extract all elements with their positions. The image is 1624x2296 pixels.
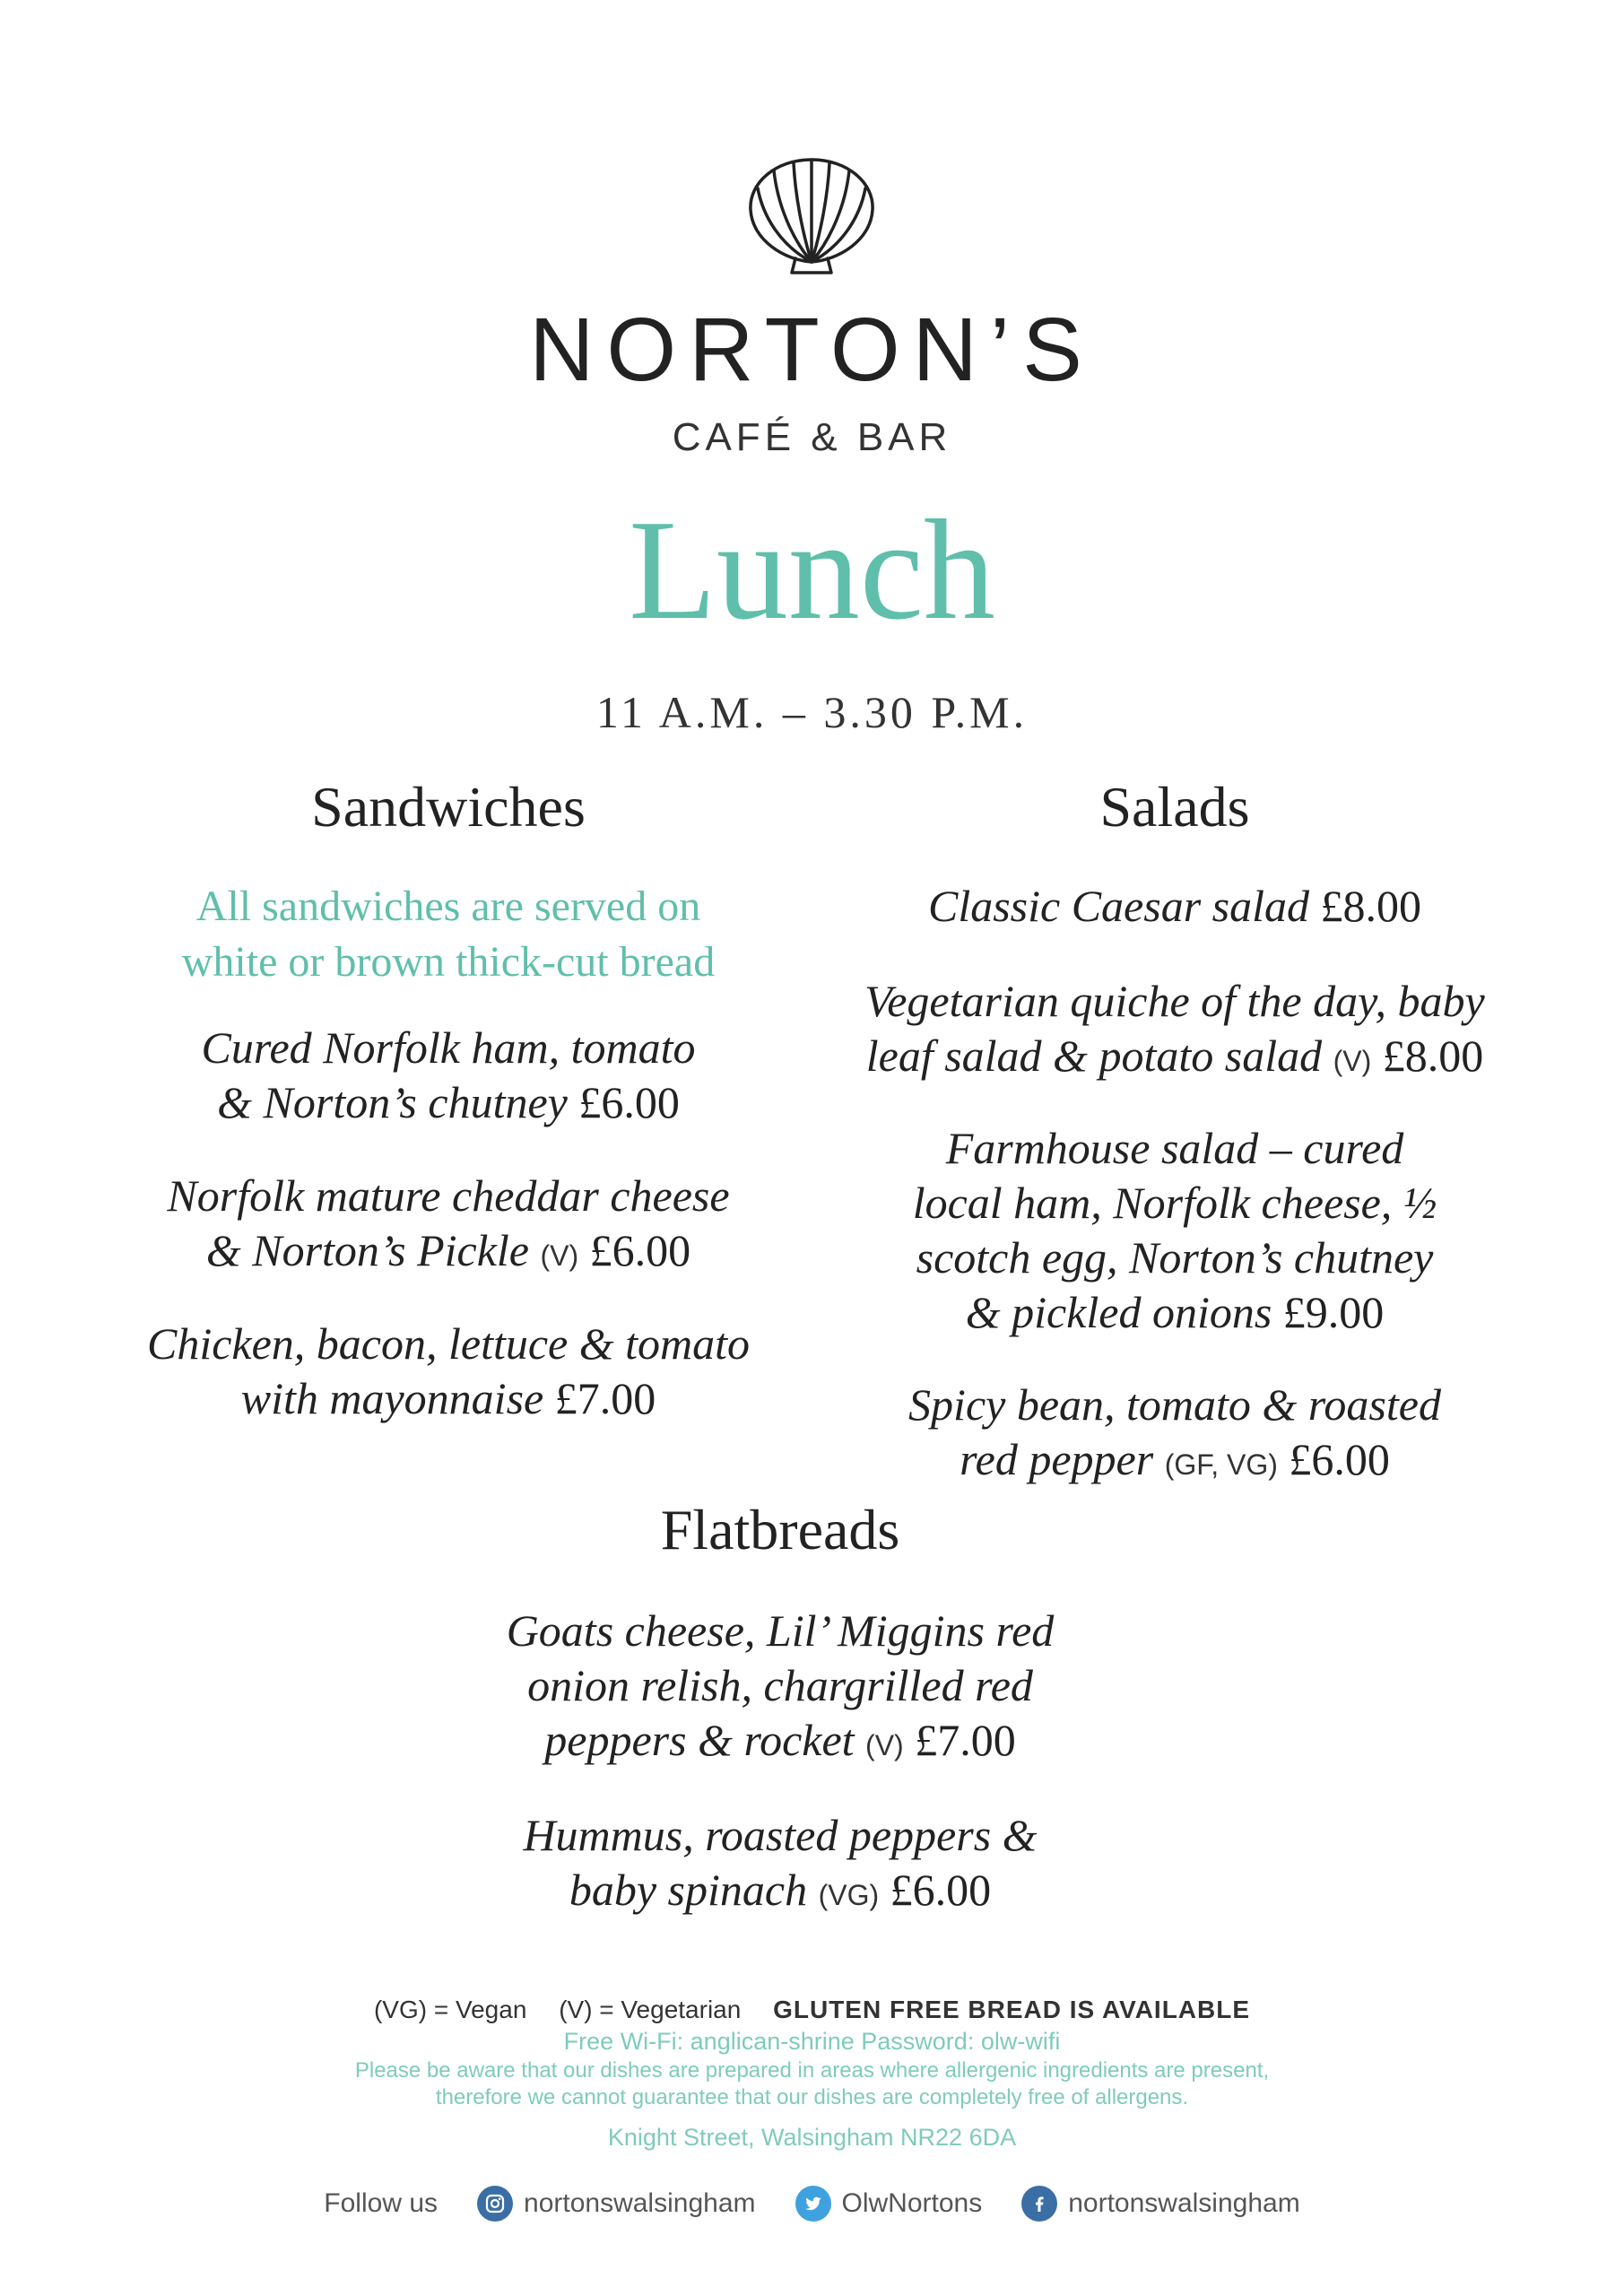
menu-item-quiche-salad bbox=[861, 974, 1489, 1089]
item-line: Goats cheese, Lil’ Miggins red bbox=[506, 1605, 1055, 1656]
facebook-handle: nortonswalsingham bbox=[1068, 2188, 1300, 2218]
item-price: £7.00 bbox=[554, 1373, 656, 1423]
item-line: & Norton’s chutney bbox=[217, 1077, 568, 1127]
item-line: baby spinach bbox=[569, 1865, 808, 1915]
dietary-tag: (VG) bbox=[818, 1879, 880, 1911]
allergen-notice-line-2: therefore we cannot guarantee that our dishes are completely free of allergens. bbox=[435, 2085, 1189, 2109]
item-price: £8.00 bbox=[1382, 1031, 1484, 1081]
menu-item-farmhouse-salad bbox=[861, 1121, 1489, 1340]
address: Knight Street, Walsingham NR22 6DA bbox=[607, 2124, 1017, 2151]
item-line: Classic Caesar salad bbox=[927, 881, 1310, 931]
sandwiches-note bbox=[135, 879, 762, 990]
facebook-link[interactable] bbox=[1021, 2186, 1299, 2222]
dietary-tag: (V) bbox=[865, 1729, 904, 1761]
dietary-legend bbox=[0, 1994, 1624, 2026]
item-line: local ham, Norfolk cheese, ½ bbox=[912, 1178, 1437, 1228]
item-line: Cured Norfolk ham, tomato bbox=[201, 1022, 696, 1073]
item-price: £7.00 bbox=[915, 1715, 1016, 1765]
item-line: Vegetarian quiche of the day, baby bbox=[864, 976, 1485, 1026]
brand-subtitle: CAFÉ & BAR bbox=[672, 415, 952, 459]
item-price: £8.00 bbox=[1320, 881, 1422, 931]
legend-vegetarian: (V) = Vegetarian bbox=[559, 1996, 742, 2023]
salads-heading: Salads bbox=[1099, 775, 1250, 839]
shell-logo-icon bbox=[740, 152, 883, 278]
follow-label: Follow us bbox=[324, 2188, 439, 2218]
social-links bbox=[0, 2181, 1624, 2226]
menu-item-chicken-sandwich bbox=[135, 1317, 762, 1426]
dietary-tag: (V) bbox=[1333, 1045, 1372, 1077]
item-line: leaf salad & potato salad bbox=[865, 1031, 1323, 1081]
instagram-icon bbox=[477, 2186, 513, 2222]
menu-item-hummus-flatbread bbox=[430, 1808, 1130, 1923]
sandwiches-heading: Sandwiches bbox=[311, 775, 586, 839]
item-line: onion relish, chargrilled red bbox=[527, 1660, 1033, 1710]
menu-item-cheddar-sandwich bbox=[135, 1169, 762, 1283]
item-line: Hummus, roasted peppers & bbox=[523, 1810, 1038, 1860]
item-line: & Norton’s Pickle bbox=[205, 1225, 529, 1275]
menu-item-spicy-bean-salad bbox=[861, 1378, 1489, 1492]
facebook-icon bbox=[1021, 2186, 1057, 2222]
item-line: Farmhouse salad – cured bbox=[945, 1123, 1404, 1173]
legend-vegan: (VG) = Vegan bbox=[373, 1996, 527, 2023]
note-line: All sandwiches are served on bbox=[195, 883, 701, 930]
item-line: Spicy bean, tomato & roasted bbox=[908, 1379, 1441, 1430]
twitter-link[interactable] bbox=[795, 2186, 983, 2222]
menu-hours: 11 A.M. – 3.30 P.M. bbox=[595, 687, 1029, 737]
item-line: Chicken, bacon, lettuce & tomato bbox=[146, 1318, 751, 1369]
wifi-info: Free Wi-Fi: anglican-shrine Password: olw-wifi bbox=[563, 2028, 1061, 2055]
item-line: Norfolk mature cheddar cheese bbox=[167, 1170, 730, 1221]
menu-item-ham-sandwich bbox=[135, 1021, 762, 1130]
item-line: peppers & rocket bbox=[544, 1715, 855, 1765]
item-price: £6.00 bbox=[589, 1225, 691, 1275]
item-price: £6.00 bbox=[1289, 1434, 1390, 1484]
item-price: £9.00 bbox=[1282, 1287, 1385, 1337]
item-line: scotch egg, Norton’s chutney bbox=[916, 1232, 1434, 1283]
item-line: red pepper bbox=[960, 1434, 1154, 1484]
dietary-tag: (GF, VG) bbox=[1164, 1448, 1278, 1481]
item-line: with mayonnaise bbox=[240, 1373, 544, 1423]
brand-name: NORTON’S bbox=[529, 300, 1095, 400]
item-price: £6.00 bbox=[890, 1865, 992, 1915]
dietary-tag: (V) bbox=[540, 1239, 579, 1272]
instagram-link[interactable] bbox=[477, 2186, 755, 2222]
allergen-notice-line-1: Please be aware that our dishes are prepared in areas where allergenic ingredients are present, bbox=[354, 2058, 1270, 2083]
menu-item-caesar-salad bbox=[861, 879, 1489, 934]
menu-title: Lunch bbox=[629, 490, 995, 649]
item-price: £6.00 bbox=[578, 1077, 680, 1127]
gluten-free-notice: GLUTEN FREE BREAD IS AVAILABLE bbox=[773, 1996, 1251, 2023]
menu-item-goats-cheese-flatbread bbox=[430, 1604, 1130, 1773]
note-line: white or brown thick-cut bread bbox=[181, 938, 716, 986]
twitter-handle: OlwNortons bbox=[841, 2188, 983, 2218]
instagram-handle: nortonswalsingham bbox=[524, 2188, 756, 2218]
twitter-icon bbox=[795, 2186, 831, 2222]
item-line: & pickled onions bbox=[965, 1287, 1272, 1337]
flatbreads-heading: Flatbreads bbox=[660, 1498, 900, 1561]
